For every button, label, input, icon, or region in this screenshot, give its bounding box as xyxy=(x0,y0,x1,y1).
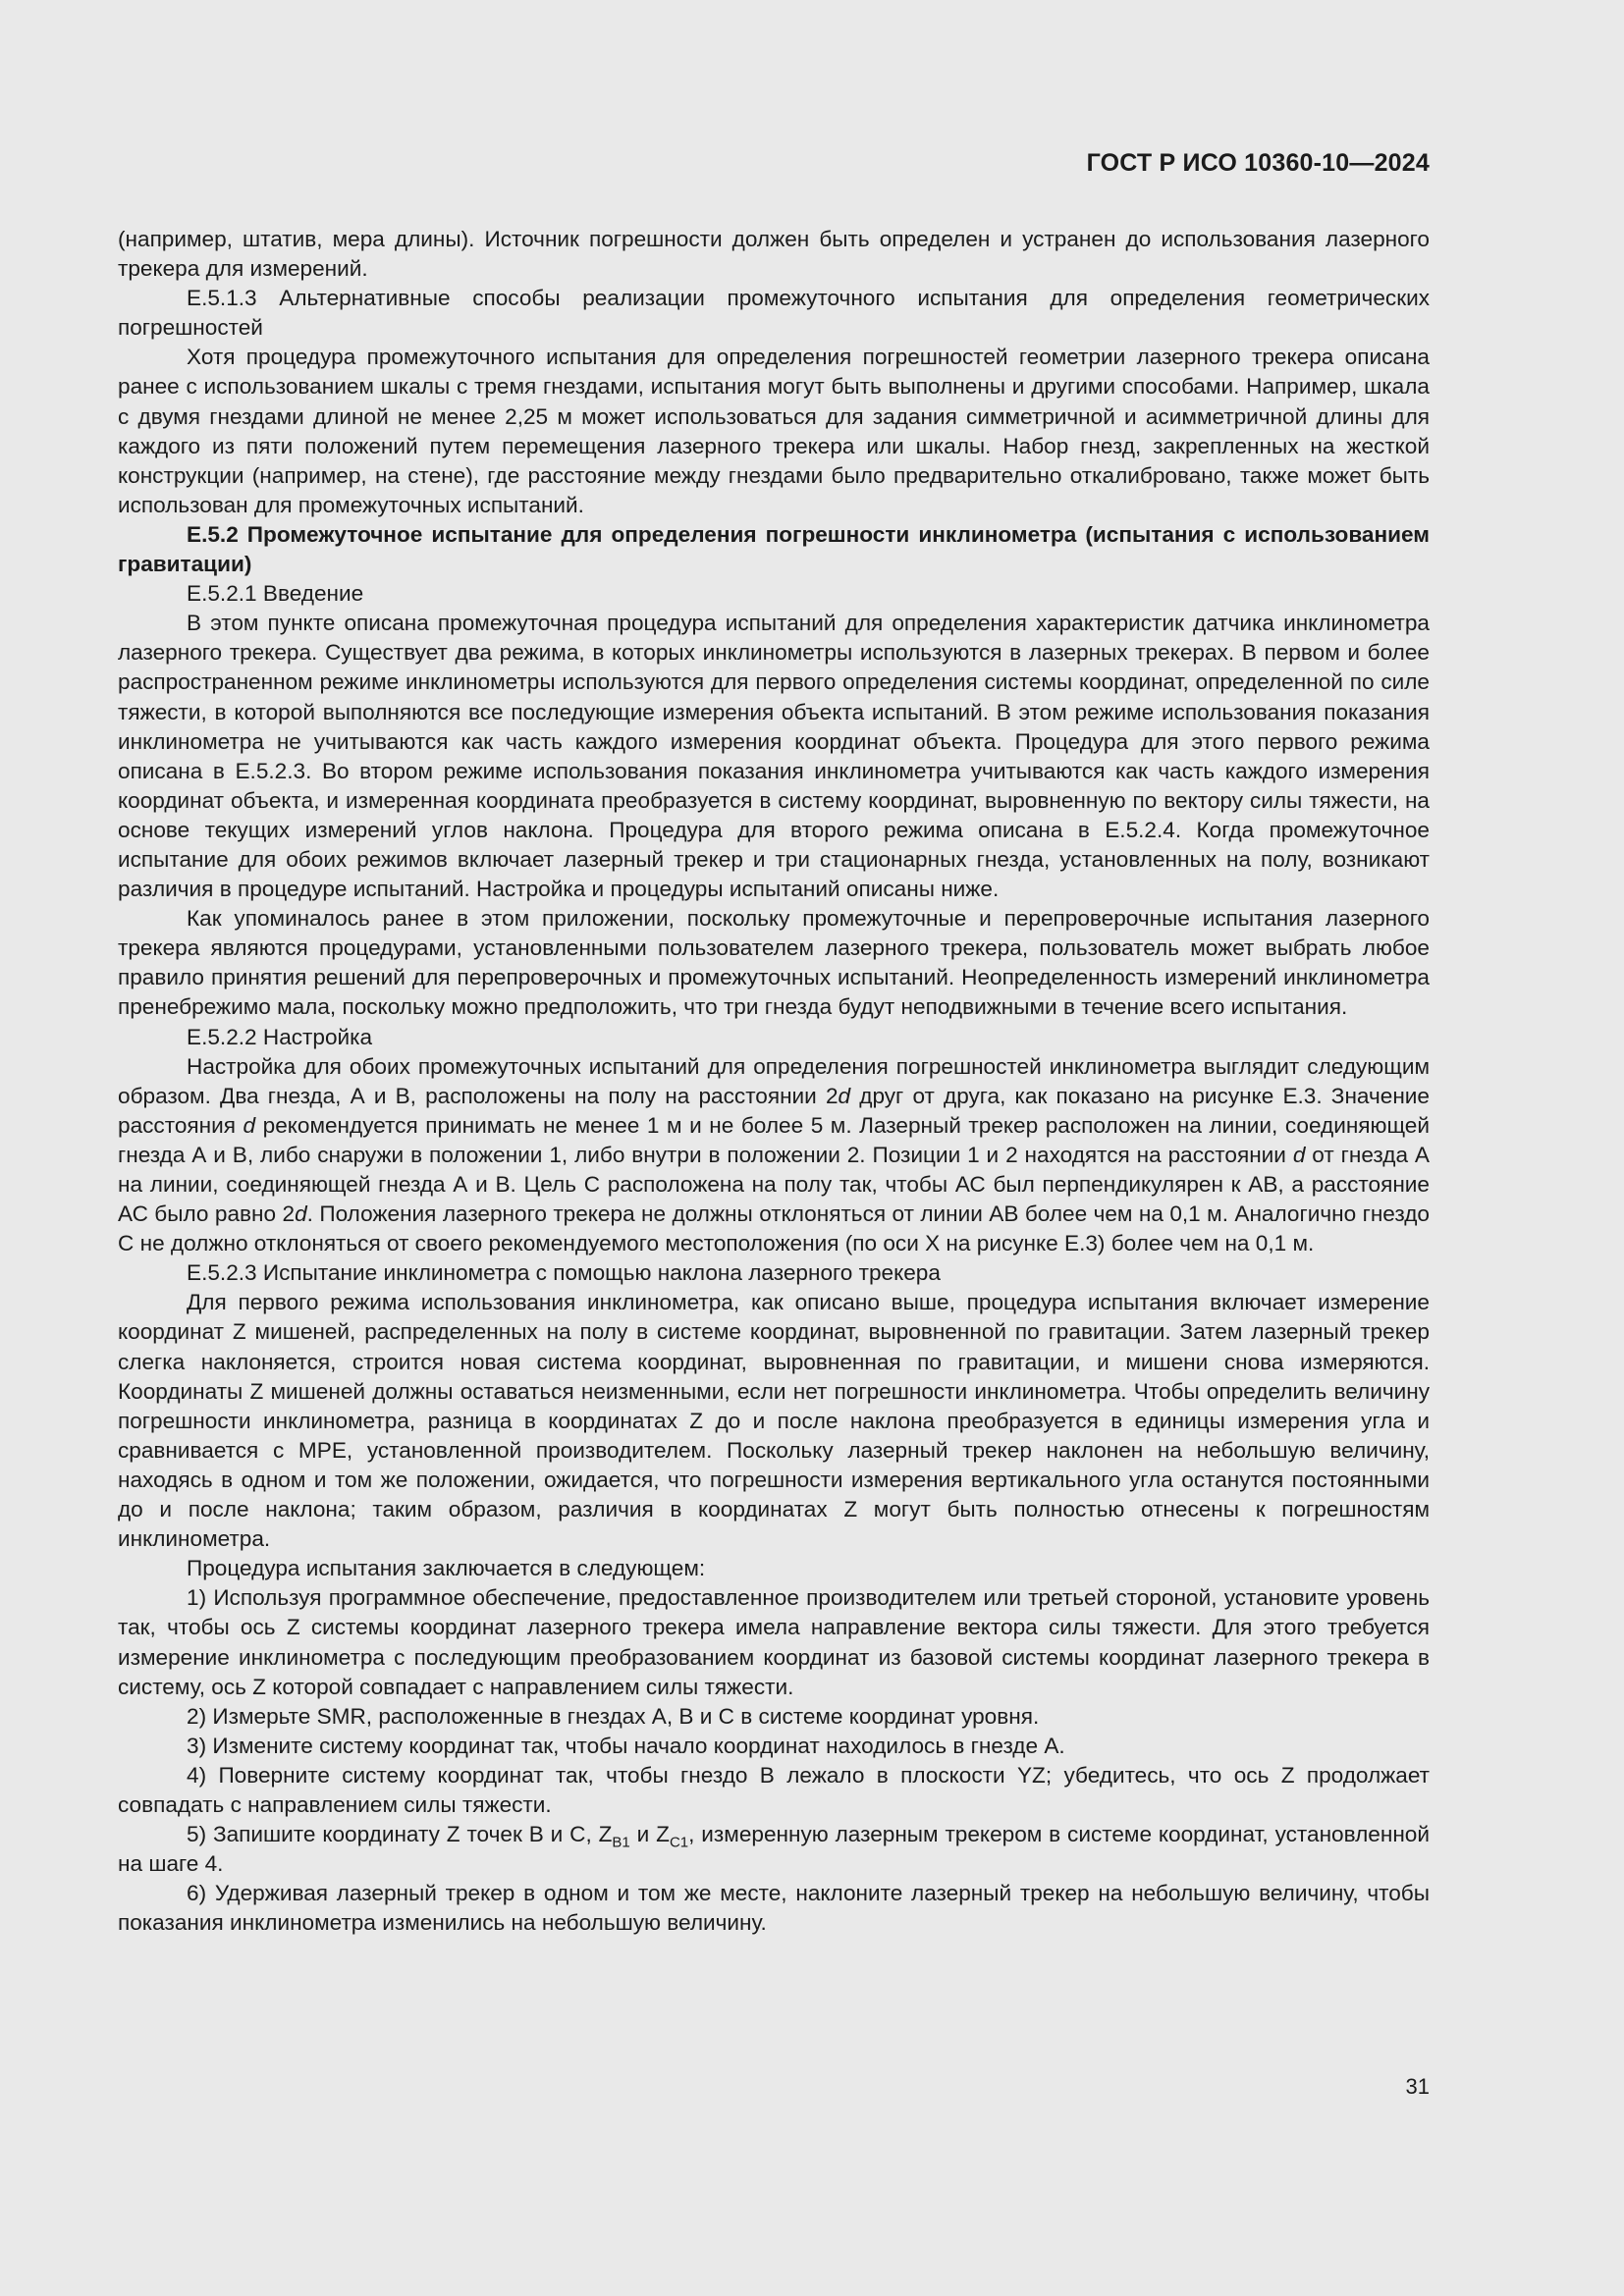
subsection-heading: Е.5.2.2 Настройка xyxy=(187,1024,373,1049)
subsection-heading: Е.5.1.3 Альтернативные способы реализации промежуточного испытания для определения геометрических погрешностей xyxy=(118,286,1430,341)
list-item: 6) Удерживая лазерный трекер в одном и том же месте, наклоните лазерный трекер на небольшую величину, чтобы показания инклинометра изменились на небольшую величину. xyxy=(118,1881,1430,1936)
list-item: 3) Измените систему координат так, чтобы начало координат находилось в гнезде А. xyxy=(187,1733,1065,1758)
paragraph: Для первого режима использования инклинометра, как описано выше, процедура испытания включает измерение координат Z мишеней, распределенных на полу в системе координат, выровненной по гравитации. Затем лазерный трекер слегка наклоняется, строится новая система координат, выровненная по гравитации, и мишени снова измеряются. Координаты Z мишеней должны оставаться неизменными, если нет погрешности инклинометра. Чтобы определить величину погрешности инклинометра, разница в координатах Z до и после наклона преобразуется в единицы измерения угла и сравнивается с MPE, установленной производителем. Поскольку лазерный трекер наклонен на небольшую величину, находясь в одном и том же положении, ожидается, что погрешности измерения вертикального угла останутся постоянными до и после наклона; таким образом, различия в координатах Z могут быть полностью отнесены к погрешностям инклинометра. xyxy=(118,1290,1430,1552)
italic-variable: d xyxy=(295,1201,307,1227)
section-heading: Е.5.2 Промежуточное испытание для определения погрешности инклинометра (испытания с использованием гравитации) xyxy=(118,521,1430,577)
paragraph: Как упоминалось ранее в этом приложении, поскольку промежуточные и перепроверочные испытания лазерного трекера являются процедурами, установленными пользователем лазерного трекера, пользователь может выбрать любое правило принятия решений для перепроверочных и промежуточных испытаний. Неопределенность измерений инклинометра пренебрежимо мала, поскольку можно предположить, что три гнезда будут неподвижными в течение всего испытания. xyxy=(118,906,1430,1020)
paragraph xyxy=(118,1052,1430,1259)
text-run: от гнезда А на линии, соединяющей гнезда А и В. Цель С расположена на полу так, чтобы АС был перпендикулярен к АВ, а расстояние АС было равно 2 xyxy=(118,1142,1430,1227)
text-run: Настройка для обоих промежуточных испытаний для определения погрешностей инклинометра выглядит следующим образом. Два гнезда, А и В, расположены на полу на расстоянии 2 xyxy=(118,1053,1430,1108)
text-run: 5) Запишите координату Z точек В и С, Z xyxy=(187,1822,613,1847)
paragraph: (например, штатив, мера длины). Источник погрешности должен быть определен и устранен до использования лазерного трекера для измерений. xyxy=(118,227,1430,282)
text-run: и Z xyxy=(629,1822,670,1847)
text-run: . Положения лазерного трекера не должны отклоняться от линии АВ более чем на 0,1 м. Аналогично гнездо С не должно отклоняться от своего рекомендуемого местоположения (по оси X на рисунке Е.3) более чем на 0,1 м. xyxy=(118,1201,1430,1256)
page-number: 31 xyxy=(1405,2074,1430,2099)
subscript: B1 xyxy=(612,1834,630,1851)
document-standard-header: ГОСТ Р ИСО 10360-10—2024 xyxy=(1086,149,1430,177)
text-run: друг от друга, как показано на рисунке Е.3. Значение расстояния xyxy=(118,1083,1430,1138)
list-item xyxy=(118,1820,1430,1879)
text-run: , измеренную лазерным трекером в системе координат, установленной на шаге 4. xyxy=(118,1822,1430,1877)
italic-variable: d xyxy=(1292,1142,1306,1167)
paragraph: Процедура испытания заключается в следующем: xyxy=(187,1556,706,1581)
italic-variable: d xyxy=(838,1083,851,1108)
subscript: C1 xyxy=(669,1834,689,1851)
subsection-heading: Е.5.2.1 Введение xyxy=(187,581,364,607)
paragraph: Хотя процедура промежуточного испытания для определения погрешностей геометрии лазерного трекера описана ранее с использованием шкалы с тремя гнездами, испытания могут быть выполнены и другими способами. Например, шкала с двумя гнездами длиной не менее 2,25 м может использоваться для задания симметричной и асимметричной длины для каждого из пяти положений путем перемещения лазерного трекера или шкалы. Набор гнезд, закрепленных на жесткой конструкции (например, на стене), где расстояние между гнездами было предварительно откалибровано, также может быть использован для промежуточных испытаний. xyxy=(118,345,1430,517)
list-item: 1) Используя программное обеспечение, предоставленное производителем или третьей стороной, установите уровень так, чтобы ось Z системы координат лазерного трекера имела направление вектора силы тяжести. Для этого требуется измерение инклинометра с последующим преобразованием координат из базовой системы координат лазерного трекера в систему, ось Z которой совпадает с направлением силы тяжести. xyxy=(118,1585,1430,1699)
text-run: рекомендуется принимать не менее 1 м и не более 5 м. Лазерный трекер расположен на линии, соединяющей гнезда А и В, либо снаружи в положении 1, либо внутри в положении 2. Позиции 1 и 2 находятся на расстоянии xyxy=(118,1112,1430,1167)
list-item: 2) Измерьте SMR, расположенные в гнездах А, В и С в системе координат уровня. xyxy=(187,1703,1040,1729)
subsection-heading: Е.5.2.3 Испытание инклинометра с помощью наклона лазерного трекера xyxy=(187,1260,941,1286)
list-item: 4) Поверните систему координат так, чтобы гнездо В лежало в плоскости YZ; убедитесь, что ось Z продолжает совпадать с направлением силы тяжести. xyxy=(118,1762,1430,1817)
italic-variable: d xyxy=(243,1112,256,1138)
document-body xyxy=(118,225,1430,1938)
paragraph: В этом пункте описана промежуточная процедура испытаний для определения характеристик датчика инклинометра лазерного трекера. Существует два режима, в которых инклинометры используются в лазерных трекерах. В первом и более распространенном режиме инклинометры используются для первого определения системы координат, определенной по силе тяжести, в которой выполняются все последующие измерения объекта испытаний. В этом режиме использования показания инклинометра не учитываются как часть каждого измерения координат объекта. Процедура для этого первого режима описана в Е.5.2.3. Во втором режиме использования показания инклинометра учитываются как часть каждого измерения координат объекта, и измеренная координата преобразуется в систему координат, выровненную по вектору силы тяжести, на основе текущих измерений углов наклона. Процедура для второго режима описана в Е.5.2.4. Когда промежуточное испытание для обоих режимов включает лазерный трекер и три стационарных гнезда, установленных на полу, возникают различия в процедуре испытаний. Настройка и процедуры испытаний описаны ниже. xyxy=(118,611,1430,902)
